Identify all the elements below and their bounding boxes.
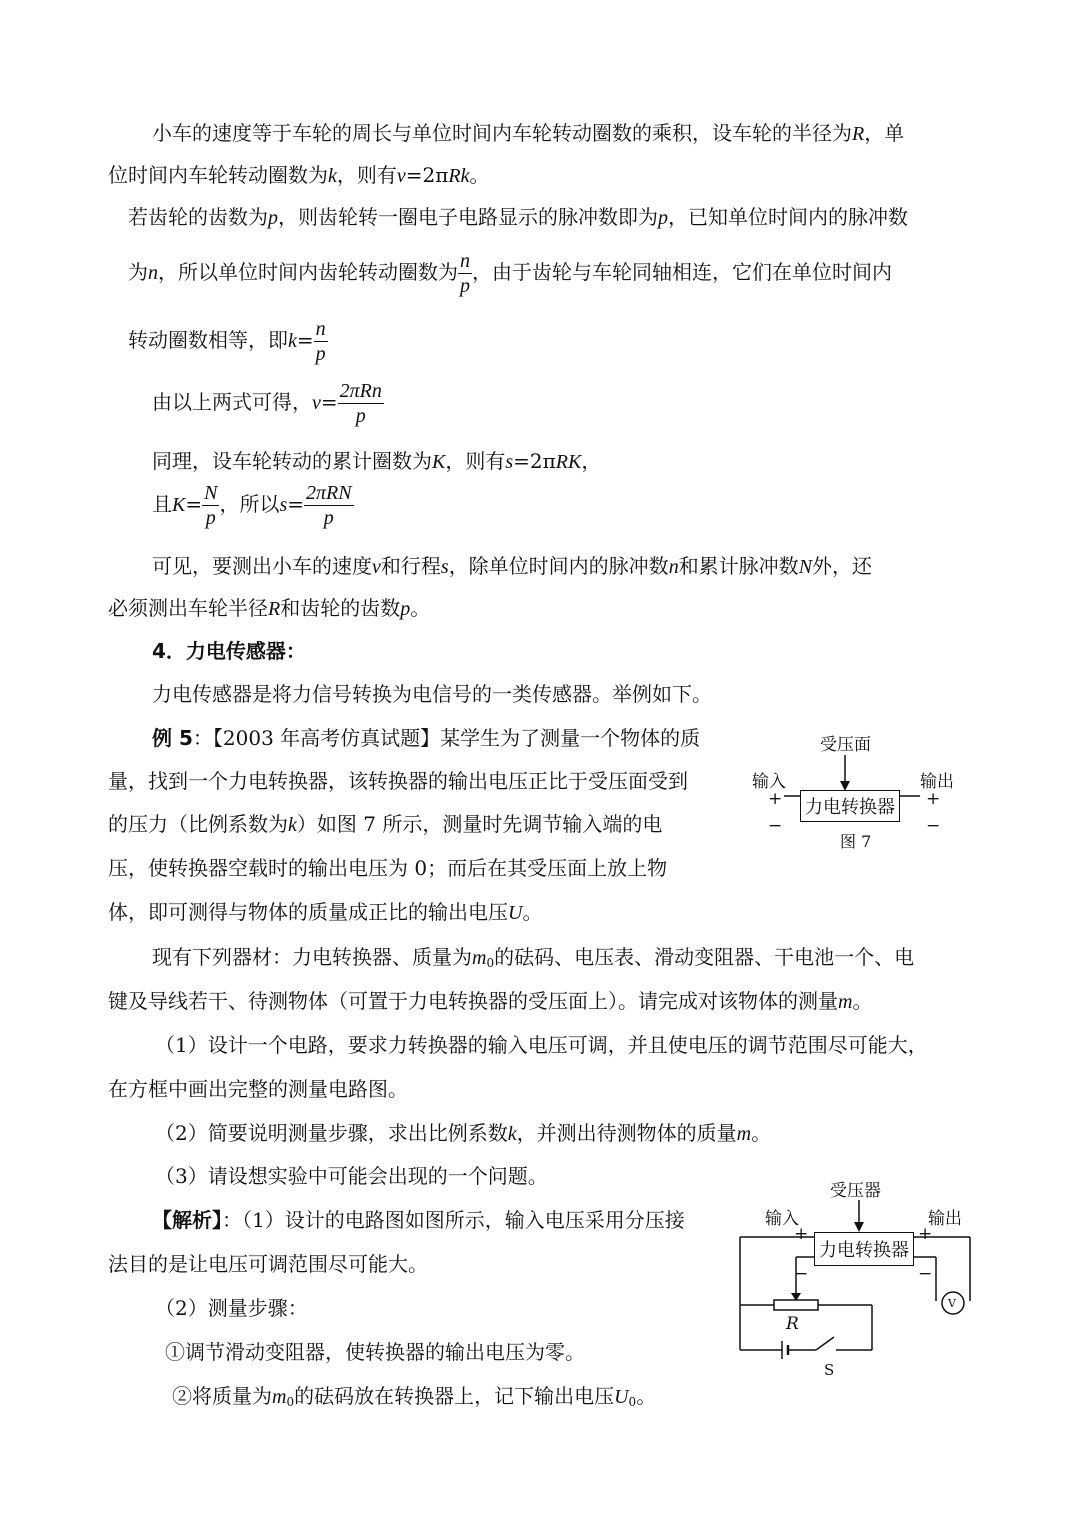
fig7-input-plus: + — [768, 789, 783, 809]
var-m: m — [272, 1386, 287, 1408]
answer-line2: 法目的是让电压可调范围尽可能大。 — [108, 1252, 428, 1276]
para-gear-line2 — [128, 244, 892, 301]
text: ：【2003 年高考仿真试题】某学生为了测量一个物体的质 — [192, 726, 701, 750]
para-gear-line1 — [128, 204, 908, 231]
text: 和齿轮的齿数 — [280, 596, 401, 620]
var-k: k — [288, 814, 297, 836]
fraction-s — [304, 481, 354, 530]
text: ，由于齿轮与车轮同轴相连，它们在单位时间内 — [472, 260, 892, 284]
text: 。 — [522, 900, 543, 924]
text: ， — [581, 449, 602, 473]
para-materials-line1 — [152, 944, 914, 976]
circuit-output-plus: + — [918, 1224, 933, 1244]
var-K: K — [172, 494, 186, 516]
fraction-N-over-p — [202, 481, 219, 530]
fig7-output-minus: − — [926, 816, 941, 836]
voltmeter-icon: V — [948, 1297, 956, 1310]
text: 位时间内车轮转动圈数为 — [108, 163, 328, 187]
example-5-line1 — [152, 725, 700, 751]
numerator: n — [460, 250, 470, 272]
section-heading: 4．力电传感器： — [152, 639, 306, 663]
denominator: p — [355, 405, 366, 427]
text: 。 — [410, 596, 431, 620]
para-speed-line2 — [108, 162, 490, 189]
para-gear-line3 — [128, 312, 328, 369]
question-2 — [155, 1120, 771, 1147]
text: 必须测出车轮半径 — [108, 596, 268, 620]
answer-steps-heading: （2）测量步骤： — [155, 1296, 308, 1320]
para-conclusion-line2 — [108, 595, 430, 622]
text: 小车的速度等于车轮的周长与单位时间内车轮转动圈数的乘积，设车轮的半径为 — [152, 121, 852, 145]
text: 外，还 — [812, 554, 873, 578]
fig7-output-plus: + — [926, 789, 941, 809]
example-5-line2: 量，找到一个力电转换器，该转换器的输出电压正比于受压面受到 — [108, 769, 688, 793]
text: ，并测出待测物体的质量 — [516, 1121, 737, 1145]
example-5-line5 — [108, 899, 542, 926]
numerator: N — [204, 482, 218, 504]
var-Rk: Rk — [448, 165, 470, 187]
var-v: v — [312, 392, 321, 414]
text: 。 — [852, 989, 873, 1013]
text: 且 — [152, 492, 172, 516]
text: 若齿轮的齿数为 — [128, 205, 268, 229]
para-conclusion-line1 — [152, 553, 872, 580]
text: = — [296, 328, 314, 352]
var-k: k — [507, 1123, 517, 1145]
text: ，已知单位时间内的脉冲数 — [668, 205, 908, 229]
fraction-n-over-p — [458, 249, 472, 298]
var-k: k — [328, 165, 337, 187]
text: 同理，设车轮转动的累计圈数为 — [152, 449, 432, 473]
text: 的砝码、电压表、滑动变阻器、干电池一个、电 — [494, 945, 915, 969]
text: =2π — [405, 163, 449, 187]
numerator: n — [315, 318, 326, 340]
question-1-line2: 在方框中画出完整的测量电路图。 — [108, 1077, 408, 1101]
fig7-converter-box: 力电转换器 — [800, 790, 900, 822]
circuit-input-label: 输入 — [765, 1209, 799, 1229]
circuit-input-minus: − — [794, 1264, 809, 1284]
para-derive-s — [152, 476, 354, 533]
text: ，所以单位时间内齿轮转动圈数为 — [158, 260, 458, 284]
text: ，除单位时间内的脉冲数 — [448, 554, 669, 578]
text: 。 — [469, 163, 490, 187]
para-materials-line2 — [108, 988, 872, 1015]
text: = — [287, 492, 305, 516]
para-derive-v — [152, 374, 384, 431]
fig7-pressure-label: 受压面 — [820, 735, 871, 755]
circuit-wires — [730, 1195, 990, 1375]
text: =2π — [513, 449, 556, 473]
fig7-input-minus: − — [768, 816, 783, 836]
fraction-v — [338, 379, 384, 428]
var-R: R — [268, 598, 281, 620]
text: ，所以 — [219, 492, 280, 516]
subscript: 0 — [486, 956, 495, 970]
var-RK: RK — [555, 451, 582, 473]
example-label: 例 5 — [152, 726, 193, 750]
var-s: s — [505, 451, 514, 473]
text: 为 — [128, 260, 148, 284]
text: = — [320, 390, 338, 414]
text: ，则有 — [445, 449, 506, 473]
numerator: 2πRn — [339, 380, 382, 402]
text: 和累计脉冲数 — [678, 554, 799, 578]
circuit-rheostat-label: R — [786, 1314, 799, 1334]
text: 的压力（比例系数为 — [108, 812, 288, 836]
answer-step-1: ①调节滑动变阻器，使转换器的输出电压为零。 — [165, 1340, 585, 1364]
circuit-converter-box: 力电转换器 — [814, 1232, 914, 1266]
var-m: m — [472, 947, 487, 969]
text: 。 — [636, 1384, 657, 1408]
text: ，则有 — [336, 163, 397, 187]
subscript: 0 — [628, 1395, 637, 1409]
text: （2）简要说明测量步骤，求出比例系数 — [155, 1121, 508, 1145]
text: = — [185, 492, 203, 516]
fig7-pressure-arrow — [835, 755, 855, 795]
var-n: n — [668, 556, 679, 578]
var-m: m — [736, 1123, 752, 1145]
var-n: n — [148, 262, 158, 284]
var-v: v — [396, 165, 406, 187]
denominator: p — [205, 507, 216, 529]
text: 现有下列器材：力电转换器、质量为 — [152, 945, 472, 969]
answer-label: 【解析】 — [152, 1208, 222, 1232]
subscript: 0 — [286, 1395, 295, 1409]
var-p: p — [658, 207, 668, 229]
denominator: p — [323, 507, 334, 529]
text: 转动圈数相等，即 — [128, 328, 288, 352]
fraction-n-over-p — [314, 317, 328, 366]
example-5-line3 — [108, 811, 662, 838]
text: 由以上两式可得， — [152, 390, 312, 414]
para-sensor-definition: 力电传感器是将力信号转换为电信号的一类传感器。举例如下。 — [152, 682, 712, 706]
numerator: 2πRN — [306, 482, 352, 504]
question-3: （3）请设想实验中可能会出现的一个问题。 — [155, 1164, 548, 1188]
var-s: s — [440, 556, 449, 578]
circuit-output-minus: − — [918, 1264, 933, 1284]
denominator: p — [315, 343, 326, 365]
var-m: m — [838, 991, 853, 1013]
var-U: U — [614, 1386, 629, 1408]
circuit-input-plus: + — [794, 1224, 809, 1244]
text: 。 — [751, 1121, 772, 1145]
fig7-input-label: 输入 — [752, 772, 786, 792]
text: ：（1）设计的电路图如图所示，输入电压采用分压接 — [222, 1208, 685, 1232]
var-K: K — [432, 451, 446, 473]
para-similarly — [152, 448, 601, 475]
text: 和行程 — [380, 554, 441, 578]
var-N: N — [798, 556, 813, 578]
answer-step-2 — [172, 1383, 656, 1415]
example-5-line4: 压，使转换器空载时的输出电压为 0；而后在其受压面上放上物 — [108, 856, 668, 880]
fig7-output-label: 输出 — [920, 772, 954, 792]
var-k: k — [288, 330, 297, 352]
para-speed-line1 — [152, 120, 904, 147]
text: ②将质量为 — [172, 1384, 272, 1408]
text: 键及导线若干、待测物体（可置于力电转换器的受压面上）。请完成对该物体的测量 — [108, 989, 838, 1013]
denominator: p — [460, 275, 470, 297]
var-R: R — [852, 123, 865, 145]
answer-line1 — [152, 1207, 685, 1233]
question-1-line1: （1）设计一个电路，要求力转换器的输入电压可调，并且使电压的调节范围尽可能大， — [155, 1033, 928, 1057]
text: 可见，要测出小车的速度 — [152, 554, 372, 578]
var-v: v — [372, 556, 381, 578]
var-U: U — [508, 902, 523, 924]
circuit-output-label: 输出 — [928, 1209, 962, 1229]
text: 体，即可测得与物体的质量成正比的输出电压 — [108, 900, 508, 924]
text: ，则齿轮转一圈电子电路显示的脉冲数即为 — [278, 205, 658, 229]
var-p: p — [268, 207, 278, 229]
var-s: s — [279, 494, 288, 516]
fig7-caption: 图 7 — [840, 832, 872, 851]
var-p: p — [400, 598, 411, 620]
text: ）如图 7 所示，测量时先调节输入端的电 — [296, 812, 663, 836]
text: 的砝码放在转换器上，记下输出电压 — [294, 1384, 615, 1408]
circuit-switch-label: S — [824, 1361, 835, 1379]
text: ，单 — [864, 121, 905, 145]
circuit-pressure-label: 受压器 — [830, 1181, 881, 1201]
